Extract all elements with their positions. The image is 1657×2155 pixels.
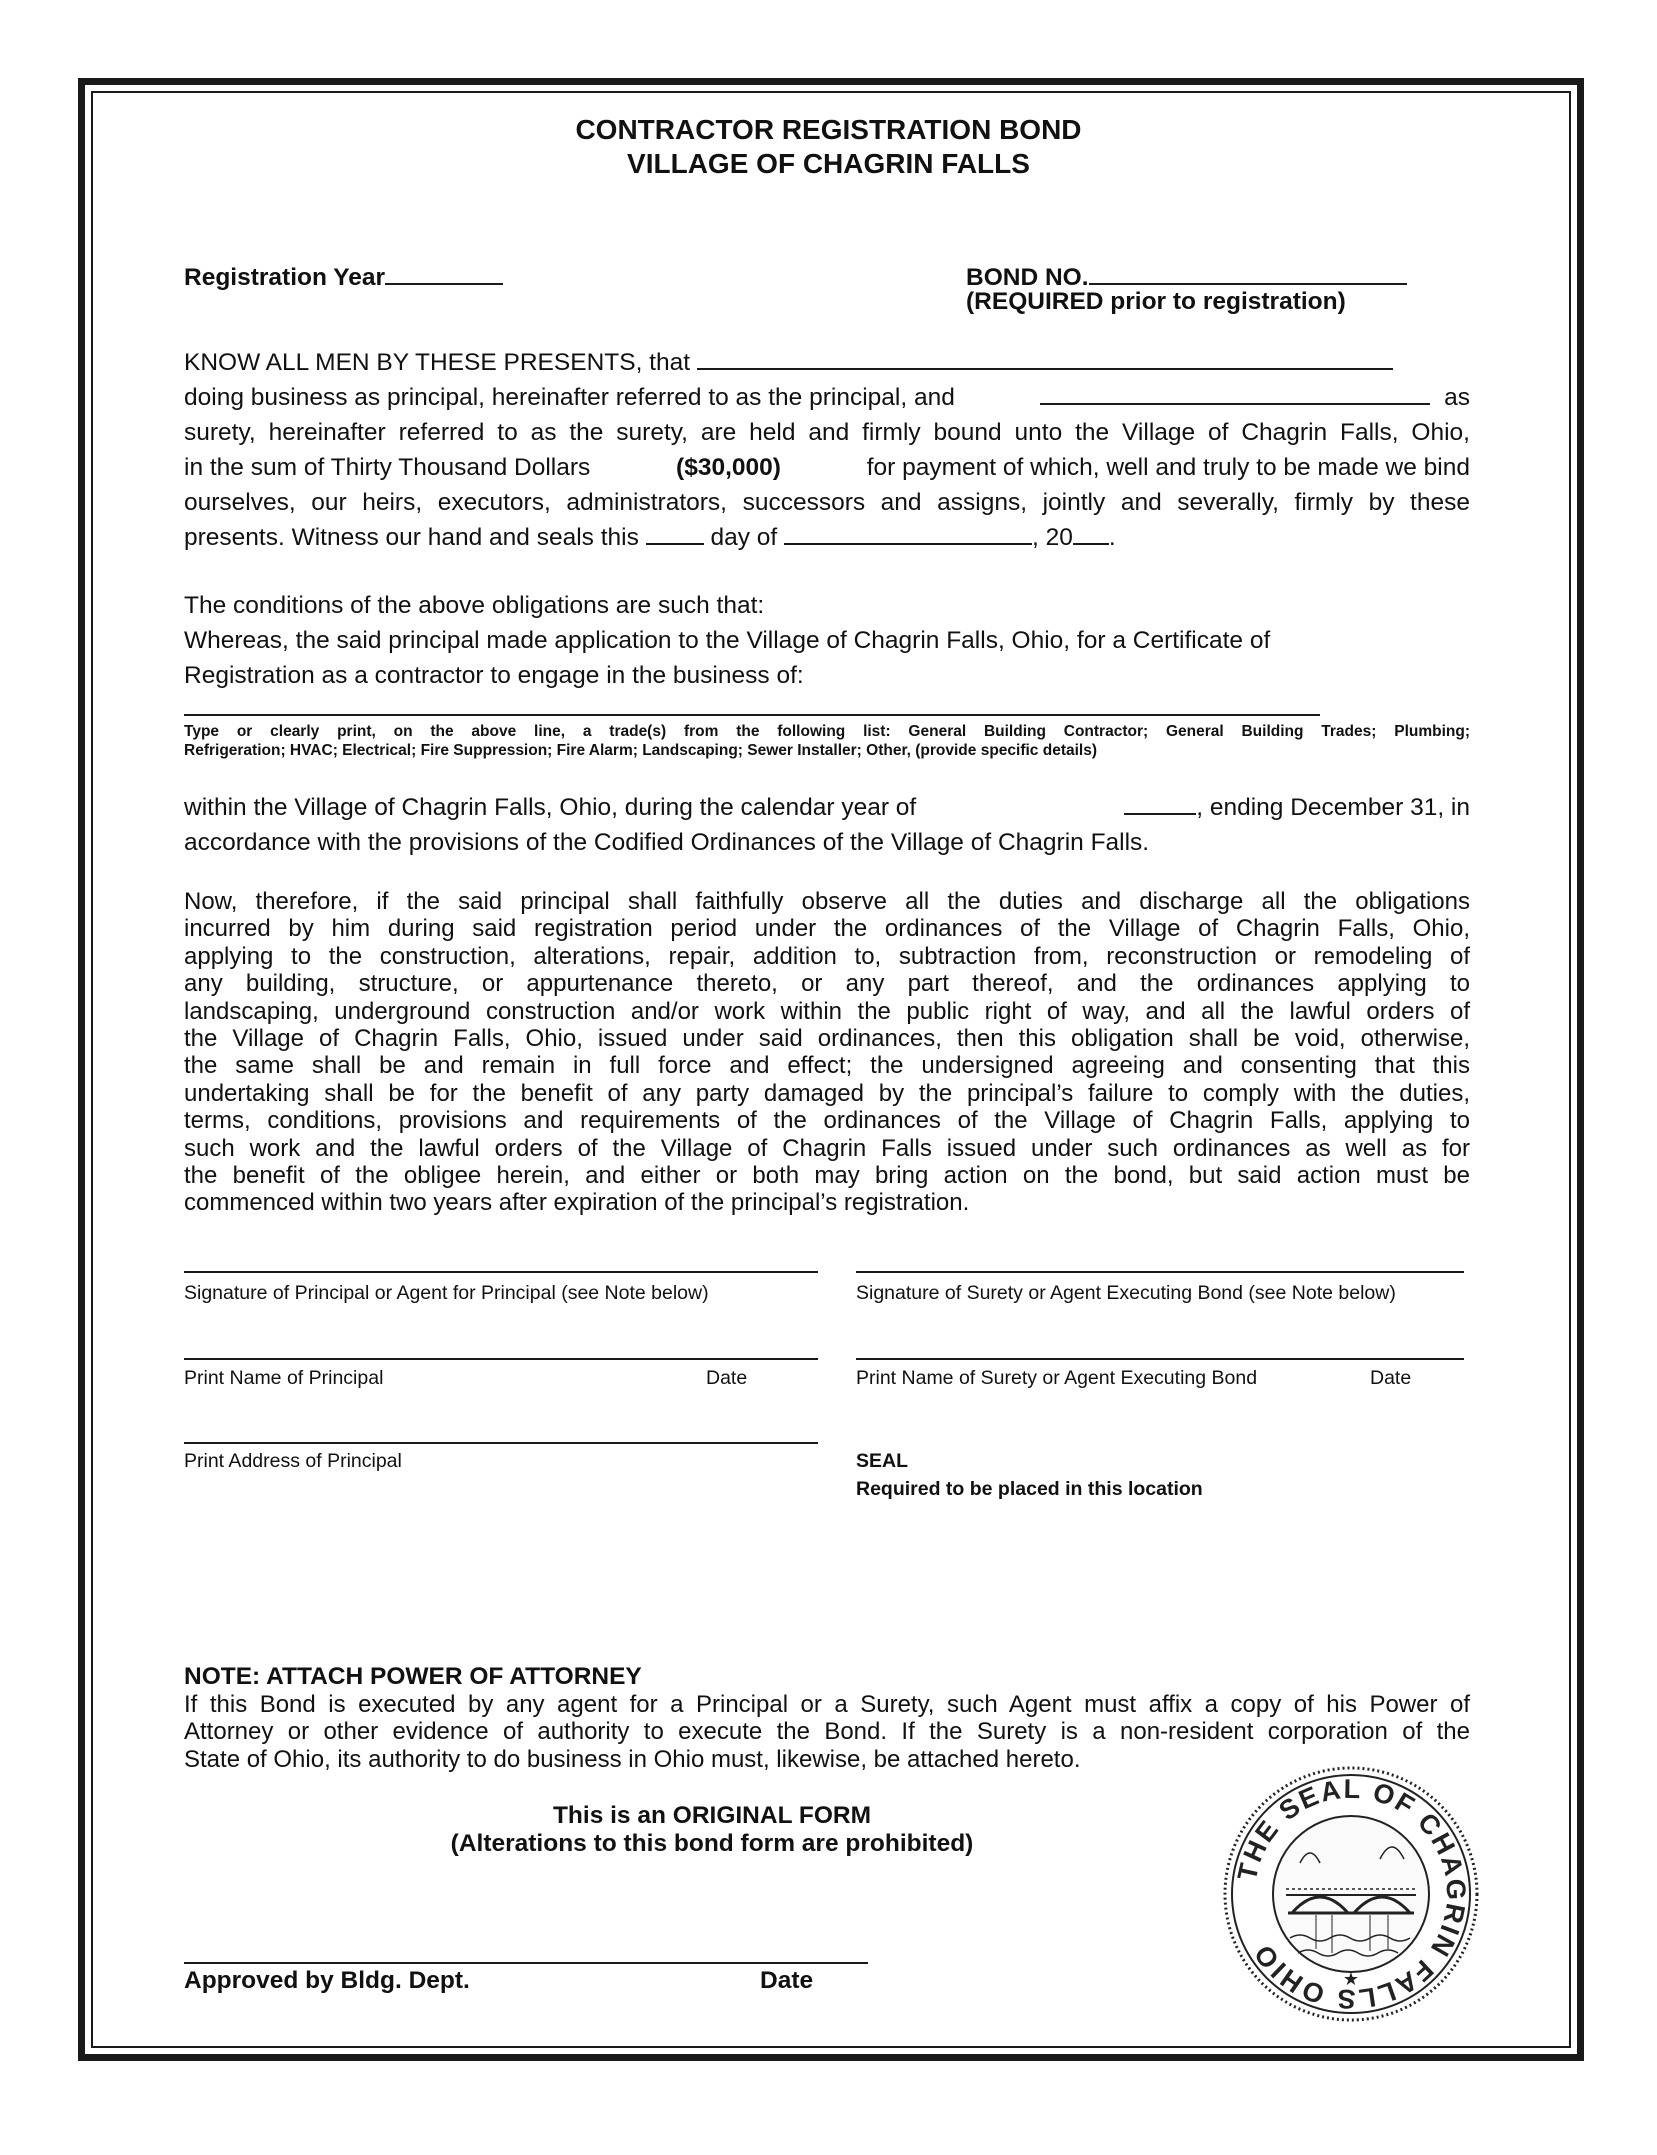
principal-signature-line[interactable] <box>184 1271 818 1273</box>
duties-line: such work and the lawful orders of the Village of Chagrin Falls issued under such ordinances as well as for <box>184 1134 1470 1162</box>
p1-line4: in the sum of Thirty Thousand Dollars ($30,000) for payment of which, well and truly to be made we bind <box>184 454 1470 481</box>
approved-by-label: Approved by Bldg. Dept. <box>184 1967 470 1994</box>
trade-entry-line[interactable] <box>184 714 1320 716</box>
svg-text:★: ★ <box>1342 1969 1360 1989</box>
duties-line: the same shall be and remain in full force and effect; the undersigned agreeing and consenting that this <box>184 1052 1470 1080</box>
surety-print-name-line[interactable] <box>856 1358 1464 1360</box>
duties-line: commenced within two years after expiration of the principal’s registration. <box>184 1189 970 1217</box>
note-line1: If this Bond is executed by any agent for a Principal or a Surety, such Agent must affix a copy of his Power of <box>184 1691 1470 1718</box>
calendar-paragraph <box>184 790 1470 860</box>
surety-signature-label: Signature of Surety or Agent Executing Bond (see Note below) <box>856 1282 1396 1304</box>
approval-date-label: Date <box>760 1967 814 1994</box>
original-form-line2: (Alterations to this bond form are prohibited) <box>450 1830 974 1857</box>
bond-no-blank[interactable] <box>1089 261 1407 285</box>
trade-instructions <box>184 722 1470 760</box>
note-line2: Attorney or other evidence of authority to execute the Bond. If the Surety is a non-resident corporation of the <box>184 1718 1470 1746</box>
seal-text: THE SEAL OF CHAGRIN FALLS OHIO <box>1231 1773 1472 2015</box>
note-body <box>184 1691 1470 1773</box>
day-blank[interactable] <box>646 521 704 545</box>
note-heading: NOTE: ATTACH POWER OF ATTORNEY <box>184 1663 642 1690</box>
p3-line2: accordance with the provisions of the Codified Ordinances of the Village of Chagrin Falls. <box>184 829 1150 856</box>
bond-no-label: BOND NO. <box>966 264 1089 291</box>
original-form-line1: This is an ORIGINAL FORM <box>552 1802 872 1829</box>
form-title: CONTRACTOR REGISTRATION BOND <box>575 114 1082 145</box>
surety-print-name-label: Print Name of Surety or Agent Executing Bond <box>856 1367 1258 1389</box>
bond-required-note: (REQUIRED prior to registration) <box>966 288 1346 315</box>
seal-label: SEAL <box>856 1450 909 1472</box>
p2-line3: Registration as a contractor to engage in the business of: <box>184 662 804 689</box>
p1-line3: surety, hereinafter referred to as the surety, are held and firmly bound unto the Village of Chagrin Falls, Ohio, <box>184 419 1470 446</box>
duties-line: any building, structure, or appurtenance thereto, or any part thereof, and the ordinances applying to <box>184 970 1470 998</box>
month-blank[interactable] <box>784 521 1032 545</box>
registration-year-field[interactable] <box>184 261 503 292</box>
p3-line1: within the Village of Chagrin Falls, Ohio, during the calendar year of , ending December 31, in <box>184 790 1470 825</box>
duties-line: terms, conditions, provisions and requirements of the ordinances of the Village of Chagrin Falls, applying to <box>184 1107 1470 1135</box>
principal-print-name-label: Print Name of Principal <box>184 1367 384 1389</box>
calendar-year-blank[interactable] <box>1124 791 1196 815</box>
village-seal <box>1220 1763 1482 2025</box>
principal-name-blank[interactable] <box>697 346 1393 370</box>
note-line3: State of Ohio, its authority to do business in Ohio must, likewise, be attached hereto. <box>184 1745 1081 1773</box>
approval-line[interactable] <box>184 1962 868 1964</box>
principal-signature-label: Signature of Principal or Agent for Principal (see Note below) <box>184 1282 709 1304</box>
p1-line5: ourselves, our heirs, executors, administrators, successors and assigns, jointly and severally, firmly by these <box>184 489 1470 516</box>
p1-line6: presents. Witness our hand and seals this day of , 20 . <box>184 520 1470 555</box>
p1-line2: doing business as principal, hereinafter referred to as the principal, and as <box>184 380 1470 415</box>
trade-instructions-line1: Type or clearly print, on the above line, a trade(s) from the following list: General Building Contractor; General Building Trades; Plumbing; <box>184 723 1470 740</box>
seal-location-note: Required to be placed in this location <box>856 1478 1203 1500</box>
trade-instructions-line2: Refrigeration; HVAC; Electrical; Fire Suppression; Fire Alarm; Landscaping; Sewer Installer; Other, (provide specific details) <box>184 742 1097 759</box>
duties-line: the benefit of the obligee herein, and either or both may bring action on the bond, but said action must be <box>184 1162 1470 1190</box>
surety-signature-line[interactable] <box>856 1271 1464 1273</box>
obligation-paragraph <box>184 345 1470 555</box>
duties-line: undertaking shall be for the benefit of any party damaged by the principal’s failure to comply with the duties, <box>184 1079 1470 1107</box>
principal-address-line[interactable] <box>184 1442 818 1444</box>
surety-name-blank[interactable] <box>1040 381 1430 405</box>
registration-year-label: Registration Year <box>184 264 386 291</box>
surety-date-label: Date <box>1370 1367 1412 1389</box>
p1-line1: KNOW ALL MEN BY THESE PRESENTS, that <box>184 345 1470 380</box>
registration-year-blank[interactable] <box>385 261 503 285</box>
duties-line: the Village of Chagrin Falls, Ohio, issued under said ordinances, then this obligation shall be void, otherwise, <box>184 1025 1470 1053</box>
principal-address-label: Print Address of Principal <box>184 1450 402 1472</box>
duties-line: applying to the construction, alterations, repair, addition to, subtraction from, reconstruction or remodeling of <box>184 942 1470 970</box>
duties-line: Now, therefore, if the said principal shall faithfully observe all the duties and discharge all the obligations <box>184 888 1470 915</box>
duties-line: landscaping, underground construction and/or work within the public right of way, and all the lawful orders of <box>184 997 1470 1025</box>
form-subtitle: VILLAGE OF CHAGRIN FALLS <box>627 148 1030 179</box>
duties-line: incurred by him during said registration period under the ordinances of the Village of Chagrin Falls, Ohio, <box>184 915 1470 943</box>
year-blank[interactable] <box>1073 521 1109 545</box>
duties-paragraph <box>184 888 1470 1217</box>
principal-print-name-line[interactable] <box>184 1358 818 1360</box>
conditions-paragraph <box>184 588 1470 693</box>
principal-date-label: Date <box>706 1367 748 1389</box>
p2-line2: Whereas, the said principal made application to the Village of Chagrin Falls, Ohio, for a Certificate of <box>184 627 1271 654</box>
p2-line1: The conditions of the above obligations are such that: <box>184 592 765 619</box>
